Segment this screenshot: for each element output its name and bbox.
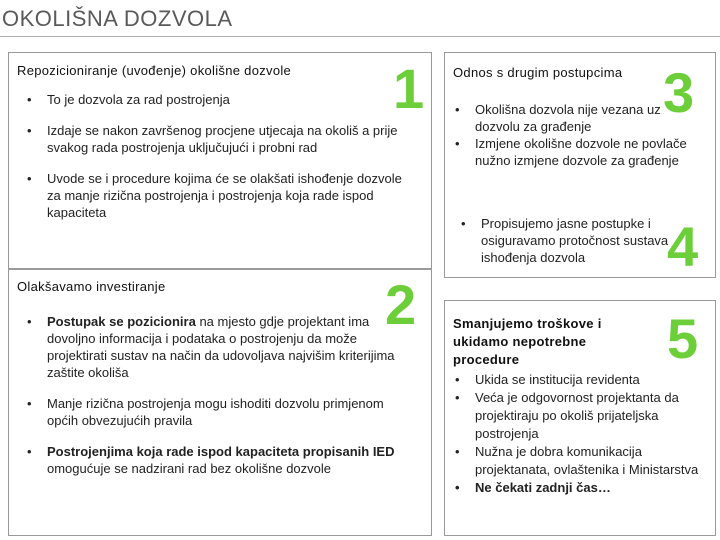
box-costs-list [453,371,705,497]
list-item: • Nužna je dobra komunikacija projektanata, ovlaštenika i Ministarstva [453,443,705,479]
box-investment-list [19,313,399,491]
item-bold-text: Postrojenjima koja rade ispod kapaciteta propisanih IED [47,444,395,459]
box-costs-heading: Smanjujemo troškove i ukidamo nepotrebne procedure [453,316,602,367]
box-relations [444,52,716,278]
box-procedures-list [459,215,683,266]
list-item [19,443,399,477]
number-3-badge: 3 [663,61,695,124]
item-text: na mjesto gdje projektant ima dovoljno informacija i podataka o postrojenju da može projektirati sustav na način da udovoljava najvišim kriterijima zaštite okoliša [47,314,395,380]
number-2-badge: 2 [385,273,417,336]
list-item: • Propisujemo jasne postupke i osiguravamo protočnost sustava ishođenja dozvola [459,215,683,266]
box-repositioning-heading: Repozicioniranje (uvođenje) okolišne dozvole [17,63,292,78]
box-relations-list [453,101,699,169]
list-item: • To je dozvola za rad postrojenja [19,91,415,108]
number-4-badge: 4 [667,215,699,278]
list-item: • Izdaje se nakon završenog procjene utjecaja na okoliš a prije svakog rada postrojenja uključujući i probni rad [19,122,415,156]
box-investment [8,268,432,536]
list-item: • Veća je odgovornost projektanta da projektiraju po okoliš prijateljska postrojenja [453,389,705,443]
title-rule [0,36,720,37]
list-item: • Uvode se i procedure kojima će se olakšati ishođenje dozvole za manje rizična postrojenja i postrojenja koja rade ispod kapaciteta [19,170,415,221]
item-text: omogućuje se nadzirani rad bez okolišne dozvole [47,461,332,476]
item-bold-text: Postupak se pozicionira [47,314,196,329]
list-item: • Ukida se institucija revidenta [453,371,705,389]
page-title: OKOLIŠNA DOZVOLA [2,6,233,31]
number-1-badge: 1 [393,57,425,120]
list-item: • Manje rizična postrojenja mogu ishoditi dozvolu primjenom općih obvezujućih pravila [19,395,399,429]
list-item: • Ne čekati zadnji čas… [453,479,705,497]
list-item: • Okolišna dozvola nije vezana uz dozvolu za građenje [453,101,699,135]
box-investment-heading: Olakšavamo investiranje [17,279,166,294]
number-5-badge: 5 [667,307,699,370]
box-costs [444,300,716,536]
box-relations-heading: Odnos s drugim postupcima [453,65,623,80]
box-repositioning-list [19,91,415,235]
box-repositioning [8,52,432,270]
list-item: • Izmjene okolišne dozvole ne povlače nužno izmjene dozvole za građenje [453,135,699,169]
list-item [19,313,399,381]
